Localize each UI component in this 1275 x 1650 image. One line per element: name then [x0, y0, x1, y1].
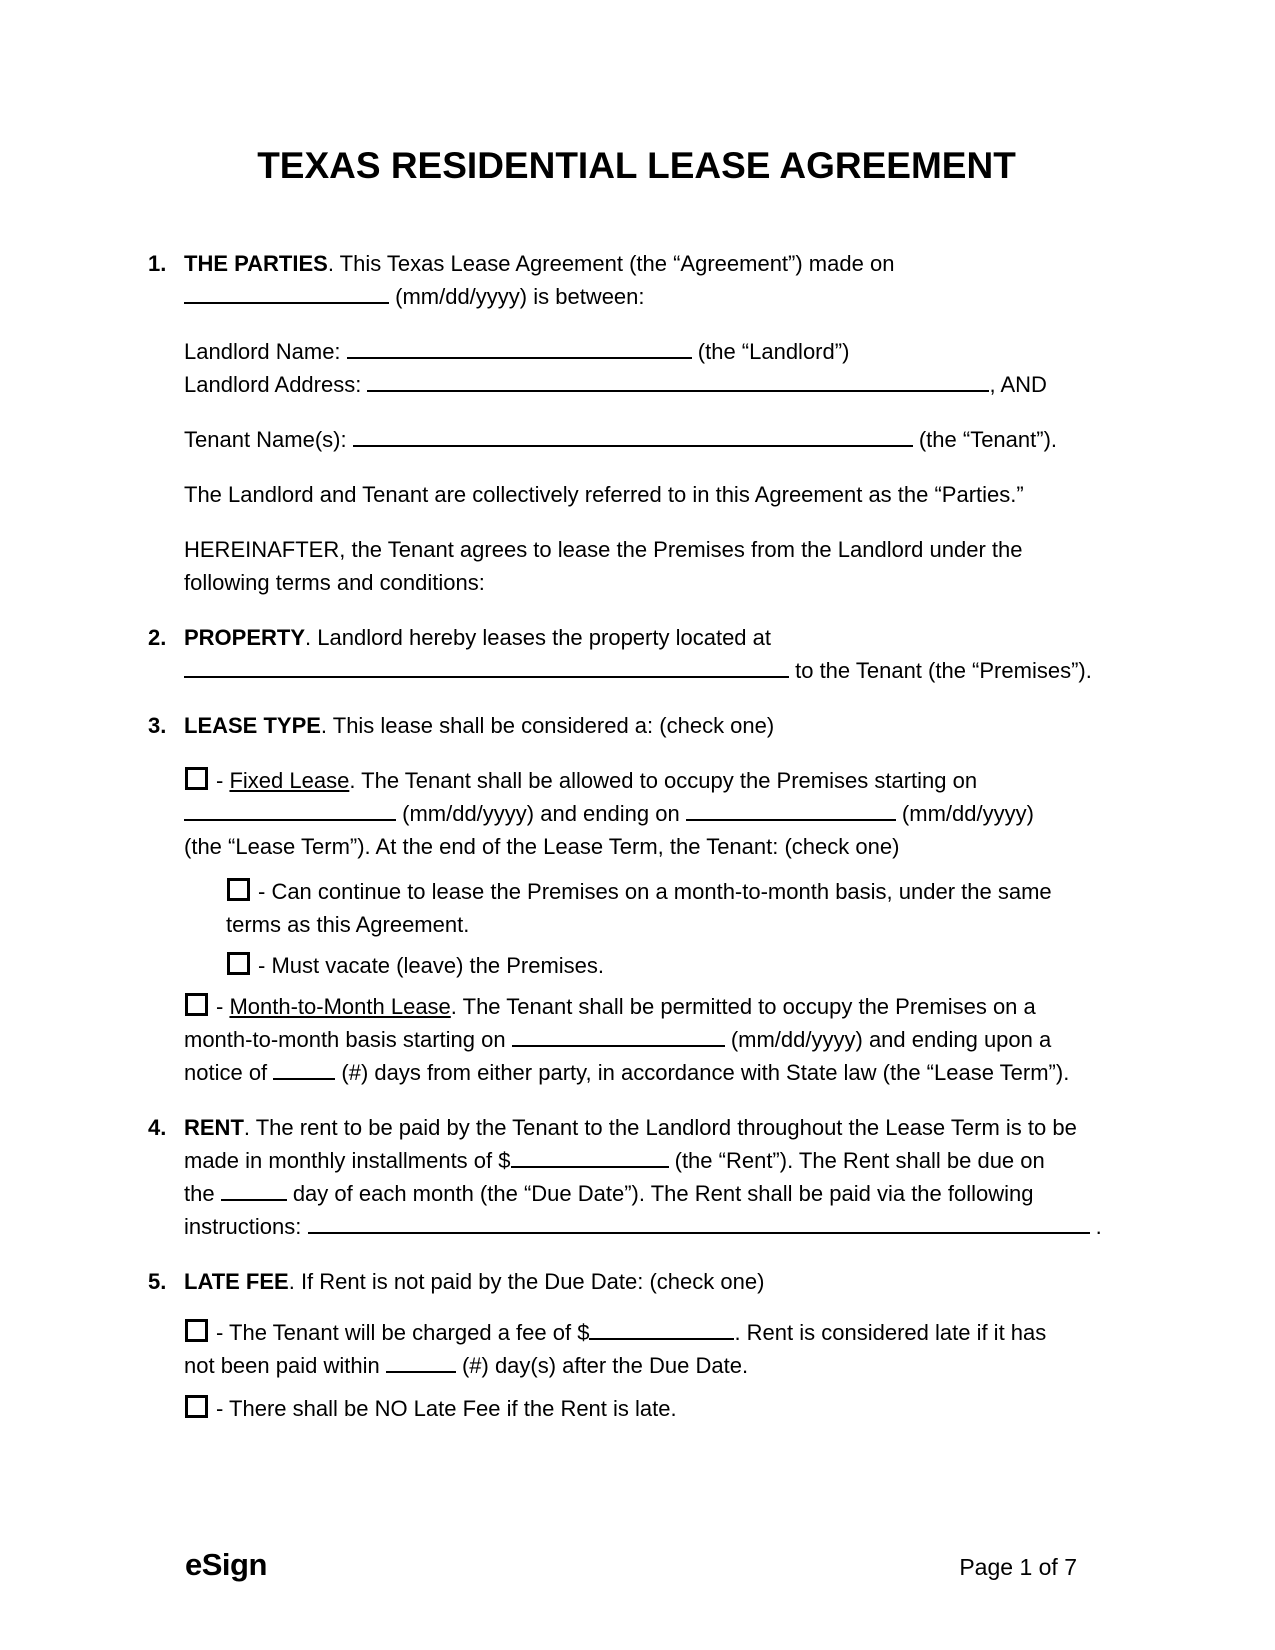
- text-run: . The rent to be paid by the Tenant to the Landlord throughout the Lease Term is to be: [243, 1115, 1077, 1140]
- text-run: . This Texas Lease Agreement (the “Agreement”) made on: [327, 251, 895, 276]
- continue-month-to-month-checkbox[interactable]: [227, 878, 250, 901]
- tenant-names-blank[interactable]: [353, 425, 913, 447]
- section-heading: THE PARTIES: [184, 251, 328, 276]
- landlord-paragraph: [184, 335, 1125, 401]
- late-fee-charged-option: [184, 1316, 1125, 1382]
- text-run: (the “Landlord”): [691, 339, 850, 364]
- late-fee-charged-checkbox[interactable]: [185, 1319, 208, 1342]
- text-run: - The Tenant will be charged a fee of $: [216, 1320, 590, 1345]
- landlord-address-blank[interactable]: [367, 370, 989, 392]
- dash: -: [216, 768, 230, 793]
- fixed-lease-label: Fixed Lease: [229, 768, 350, 793]
- text-run: (mm/dd/yyyy): [895, 801, 1034, 826]
- fixed-lease-option: [184, 764, 1125, 863]
- hereinafter-paragraph: [184, 533, 1125, 599]
- section-number: 3.: [148, 713, 167, 738]
- text-run: day of each month (the “Due Date”). The Rent shall be paid via the following: [286, 1181, 1034, 1206]
- m2m-start-date-blank[interactable]: [512, 1025, 725, 1047]
- text-run: (#) day(s) after the Due Date.: [455, 1353, 749, 1378]
- late-fee-days-blank[interactable]: [386, 1351, 456, 1373]
- text-run: (mm/dd/yyyy) is between:: [389, 284, 645, 309]
- section-heading: PROPERTY: [184, 625, 306, 650]
- payment-instructions-blank[interactable]: [308, 1212, 1090, 1234]
- m2m-notice-days-blank[interactable]: [273, 1058, 335, 1080]
- text-run: - Can continue to lease the Premises on a month-to-month basis, under the same: [258, 879, 1052, 904]
- tenant-names-label: Tenant Name(s):: [184, 427, 353, 452]
- text-run: (mm/dd/yyyy) and ending on: [396, 801, 686, 826]
- text-run: (the “Rent”). The Rent shall be due on: [668, 1148, 1045, 1173]
- text-run: instructions:: [184, 1214, 308, 1239]
- late-fee-amount-blank[interactable]: [589, 1318, 734, 1340]
- text-run: . If Rent is not paid by the Due Date: (check one): [288, 1269, 765, 1294]
- fixed-lease-checkbox[interactable]: [185, 767, 208, 790]
- text-run: . The Tenant shall be permitted to occupy the Premises on a: [450, 994, 1036, 1019]
- rent-paragraph: [184, 1111, 1125, 1243]
- month-to-month-lease-label: Month-to-Month Lease: [229, 994, 451, 1019]
- month-to-month-lease-checkbox[interactable]: [185, 993, 208, 1016]
- lease-type-heading-paragraph: [184, 709, 1125, 742]
- text-run: the: [184, 1181, 221, 1206]
- text-run: month-to-month basis starting on: [184, 1027, 512, 1052]
- parties-definition-paragraph: [184, 478, 1125, 511]
- fixed-start-date-blank[interactable]: [184, 799, 396, 821]
- page-number: Page 1 of 7: [959, 1554, 1077, 1580]
- text-run: terms as this Agreement.: [226, 912, 470, 937]
- text-run: (the “Lease Term”). At the end of the Lease Term, the Tenant: (check one): [184, 834, 900, 859]
- text-run: to the Tenant (the “Premises”).: [789, 658, 1092, 683]
- rent-amount-blank[interactable]: [511, 1146, 669, 1168]
- tenant-paragraph: [184, 423, 1125, 456]
- section-number: 1.: [148, 251, 167, 276]
- section-number: 4.: [148, 1115, 167, 1140]
- text-run: following terms and conditions:: [184, 570, 485, 595]
- document-title: TEXAS RESIDENTIAL LEASE AGREEMENT: [257, 145, 1016, 186]
- section-number: 2.: [148, 625, 167, 650]
- must-vacate-option: [226, 949, 1125, 982]
- text-run: made in monthly installments of $: [184, 1148, 511, 1173]
- text-run: - There shall be NO Late Fee if the Rent is late.: [216, 1396, 677, 1421]
- dash: -: [216, 994, 230, 1019]
- text-run: notice of: [184, 1060, 274, 1085]
- text-run: HEREINAFTER, the Tenant agrees to lease the Premises from the Landlord under the: [184, 537, 1023, 562]
- late-fee-heading-paragraph: [184, 1265, 1125, 1298]
- text-run: (the “Tenant”).: [912, 427, 1058, 452]
- section-the-parties: [148, 247, 1125, 599]
- text-run: (mm/dd/yyyy) and ending upon a: [724, 1027, 1052, 1052]
- section-heading: RENT: [184, 1115, 244, 1140]
- section-property: [148, 621, 1125, 687]
- text-run: . Landlord hereby leases the property located at: [305, 625, 771, 650]
- property-address-blank[interactable]: [184, 656, 789, 678]
- section-late-fee: [148, 1265, 1125, 1425]
- no-late-fee-checkbox[interactable]: [185, 1395, 208, 1418]
- month-to-month-lease-option: [184, 990, 1125, 1089]
- text-run: .: [1089, 1214, 1102, 1239]
- rent-due-day-blank[interactable]: [221, 1179, 287, 1201]
- fixed-end-date-blank[interactable]: [686, 799, 896, 821]
- section-heading: LEASE TYPE: [184, 713, 321, 738]
- esign-logo: eSign: [185, 1547, 267, 1582]
- agreement-date-blank[interactable]: [184, 282, 389, 304]
- text-run: . Rent is considered late if it has: [734, 1320, 1047, 1345]
- property-paragraph: [184, 621, 1125, 687]
- no-late-fee-option: [184, 1392, 1125, 1425]
- section-lease-type: [148, 709, 1125, 1089]
- section-rent: [148, 1111, 1125, 1243]
- text-run: not been paid within: [184, 1353, 386, 1378]
- text-run: . This lease shall be considered a: (check one): [320, 713, 775, 738]
- text-run: , AND: [989, 372, 1047, 397]
- landlord-name-blank[interactable]: [347, 337, 692, 359]
- section-heading: LATE FEE: [184, 1269, 289, 1294]
- text-run: - Must vacate (leave) the Premises.: [258, 953, 605, 978]
- text-run: The Landlord and Tenant are collectively referred to in this Agreement as the “Parties.”: [184, 482, 1024, 507]
- landlord-address-label: Landlord Address:: [184, 372, 368, 397]
- text-run: (#) days from either party, in accordance with State law (the “Lease Term”).: [335, 1060, 1070, 1085]
- text-run: . The Tenant shall be allowed to occupy the Premises starting on: [349, 768, 978, 793]
- section-number: 5.: [148, 1269, 167, 1294]
- parties-intro-paragraph: [184, 247, 1125, 313]
- landlord-name-label: Landlord Name:: [184, 339, 347, 364]
- continue-month-to-month-option: [226, 875, 1125, 941]
- must-vacate-checkbox[interactable]: [227, 952, 250, 975]
- page-footer: [185, 1548, 1077, 1584]
